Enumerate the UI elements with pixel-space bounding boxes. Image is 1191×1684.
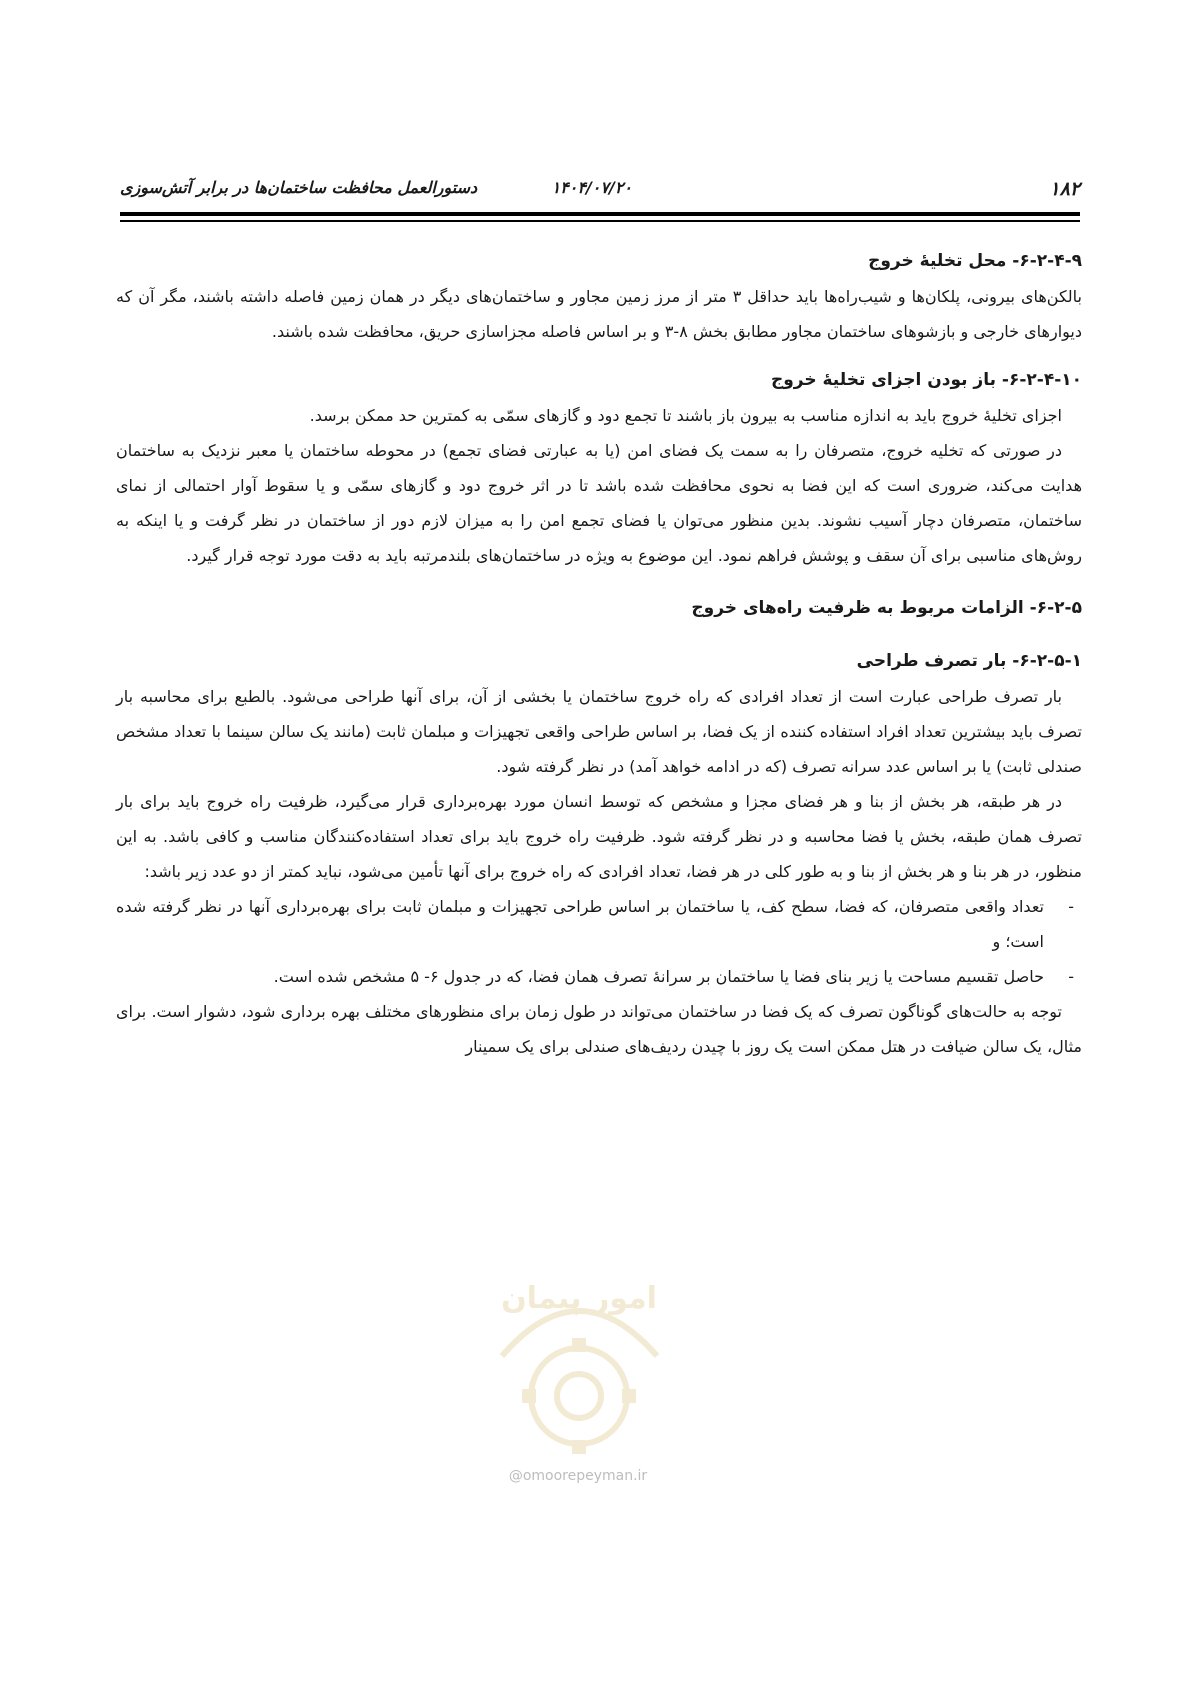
paragraph: بار تصرف طراحی عبارت است از تعداد افرادی که راه خروج ساختمان یا بخشی از آن، برای آنها طراحی می‌شود. بالطبع برای محاسبه بار تصرف باید بیشترین تعداد افراد استفاده کننده از یک فضا، بر اساس طراحی واقعی تجهیزات و مبلمان ثابت (مانند یک سالن سینما با تعداد مشخص صندلی ثابت) یا بر اساس عدد سرانه تصرف (که در ادامه خواهد آمد) در نظر گرفته شود.: [116, 687, 1082, 776]
watermark-logo-text: امور پیمان: [501, 1281, 657, 1316]
paragraph: اجزای تخلیۀ خروج باید به اندازه مناسب به بیرون باز باشند تا تجمع دود و گازهای سمّی به کمترین حد ممکن برسد.: [309, 406, 1062, 425]
section-heading: ۶-۲-۵-۱- بار تصرف طراحی: [856, 651, 1082, 671]
section-heading: ۶-۲-۴-۱۰- باز بودن اجزای تخلیۀ خروج: [770, 370, 1082, 390]
list-item-text: حاصل تقسیم مساحت یا زیر بنای فضا یا ساختمان بر سرانۀ تصرف همان فضا، که در جدول ۶- ۵ مشخص شده است.: [273, 967, 1044, 986]
header-rule-thick: [120, 212, 1080, 216]
list-item: [116, 889, 1082, 959]
document-title: دستورالعمل محافظت ساختمان‌ها در برابر آتش‌سوزی: [120, 178, 478, 197]
section-heading: ۶-۲-۴-۹- محل تخلیۀ خروج: [868, 251, 1082, 271]
list-item: [116, 959, 1082, 994]
page-body: [116, 244, 1082, 1064]
bullet-dash: -: [1068, 897, 1074, 916]
page-number: ۱۸۲: [1049, 178, 1080, 200]
section-heading: ۶-۲-۵- الزامات مربوط به ظرفیت راه‌های خروج: [691, 598, 1082, 618]
watermark-url: @omoorepeyman.ir: [508, 1468, 648, 1484]
paragraph: در هر طبقه، هر بخش از بنا و هر فضای مجزا و مشخص که توسط انسان مورد بهره‌برداری قرار می‌گیرد، ظرفیت راه خروج باید برای بار تصرف همان طبقه، بخش یا فضا محاسبه و در نظر گرفته شود. ظرفیت راه خروج باید برای تعداد استفاده‌کنندگان مناسب و کافی باشد. به این منظور، در هر بنا و هر بخش از بنا و به طور کلی در هر فضا، تعداد افرادی که راه خروج برای آنها تأمین می‌شود، نباید کمتر از دو عدد زیر باشد:: [116, 792, 1082, 881]
page-header: [120, 178, 1080, 200]
list-item-text: تعداد واقعی متصرفان، که فضا، سطح کف، یا ساختمان بر اساس طراحی تجهیزات و مبلمان ثابت برای بهره‌برداری آنها در نظر گرفته شده است؛ و: [116, 897, 1044, 951]
header-rule-thin: [120, 220, 1080, 222]
paragraph: در صورتی که تخلیه خروج، متصرفان را به سمت یک فضای امن (یا به عبارتی فضای تجمع) در محوطه ساختمان یا معبر نزدیک به ساختمان هدایت می‌کند، ضروری است که این فضا به نحوی محافظت شده باشد تا در اثر خروج دود و گازهای سمّی و یا سقوط آوار احتمالی از نمای ساختمان، متصرفان دچار آسیب نشوند. بدین منظور می‌توان یا فضای تجمع امن را به میزان لازم دور از ساختمان در نظر گرفت و یا اینکه به روش‌های مناسبی برای آن سقف و پوشش فراهم نمود. این موضوع به ویژه در ساختمان‌های بلندمرتبه باید به دقت مورد توجه قرار گیرد.: [116, 441, 1082, 565]
paragraph: توجه به حالت‌های گوناگون تصرف که یک فضا در ساختمان می‌تواند در طول زمان برای منظورهای مختلف بهره برداری شود، دشوار است. برای مثال، یک سالن ضیافت در هتل ممکن است یک روز با چیدن ردیف‌های صندلی برای یک سمینار: [116, 1002, 1082, 1056]
header-date: ۱۴۰۴/۰۷/۲۰: [551, 178, 632, 197]
paragraph: بالکن‌های بیرونی، پلکان‌ها و شیب‌راه‌ها باید حداقل ۳ متر از مرز زمین مجاور و ساختمان‌های دیگر در همان زمین فاصله داشته باشند، مگر آن که دیوارهای خارجی و بازشوهای ساختمان مجاور مطابق بخش ۸-۳ و بر اساس فاصله مجزاسازی حریق، محافظت شده باشند.: [116, 287, 1083, 341]
bullet-list: [116, 889, 1082, 994]
bullet-dash: -: [1068, 967, 1074, 986]
watermark-logo: [472, 1246, 687, 1466]
